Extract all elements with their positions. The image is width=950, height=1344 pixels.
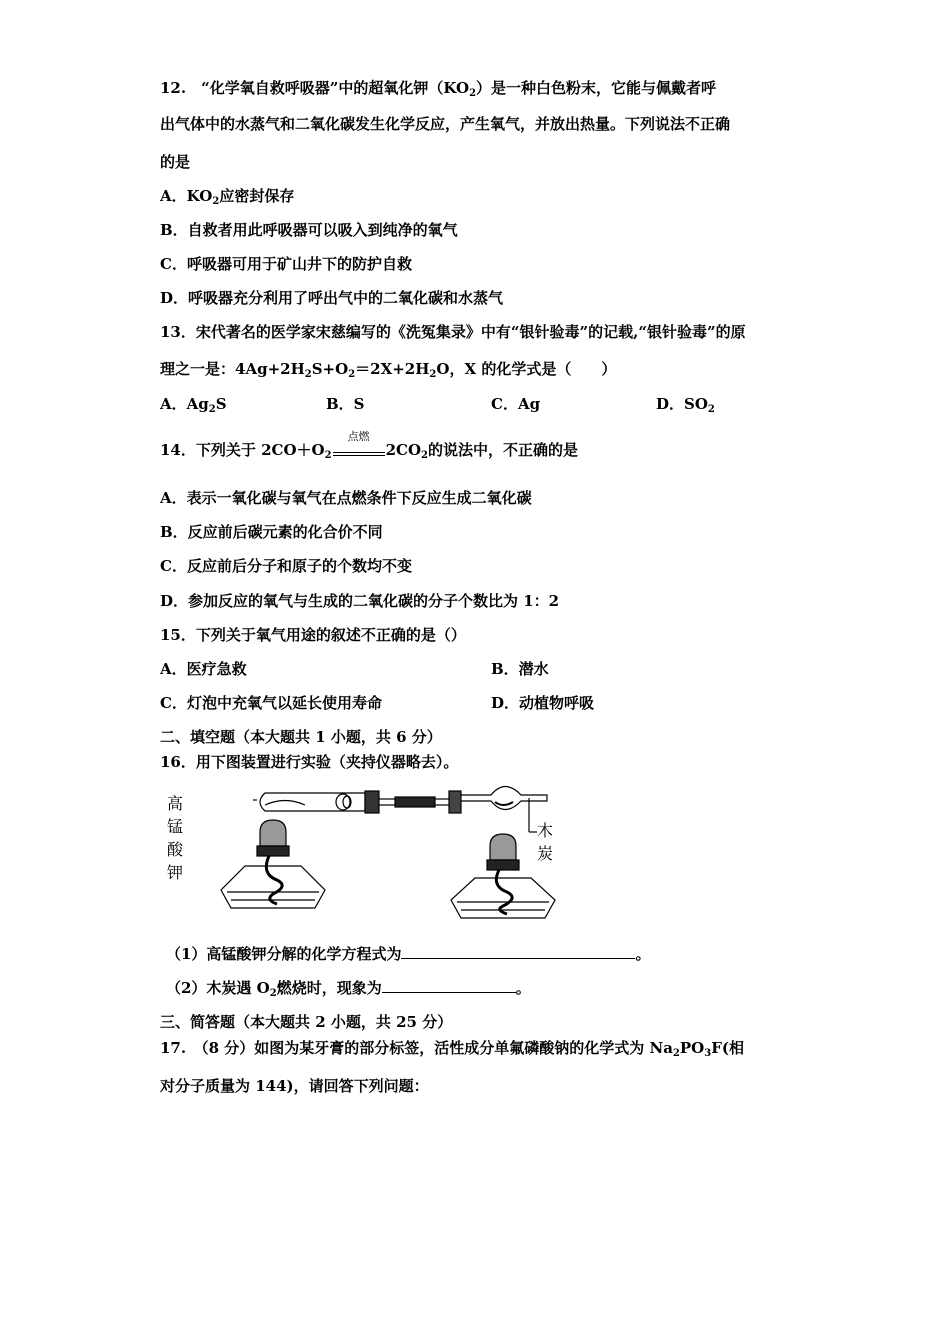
q12-line-3: 的是	[160, 153, 191, 171]
left-lamp-cap	[260, 820, 286, 846]
q14-option-d[interactable]: D．参加反应的氧气与生成的二氧化碳的分子个数比为 1：2	[160, 592, 560, 610]
label-potassium-permanganate: 高锰酸钾	[167, 794, 184, 882]
section-3-heading: 三、简答题（本大题共 2 小题，共 25 分）	[160, 1013, 453, 1031]
q15-stem: 15．下列关于氧气用途的叙述不正确的是（）	[160, 626, 466, 644]
q14-option-c[interactable]: C．反应前后分子和原子的个数均不变	[160, 557, 412, 575]
q12-option-d[interactable]: D．呼吸器充分利用了呼出气中的二氧化碳和水蒸气	[160, 289, 504, 307]
rubber-stopper	[365, 791, 379, 813]
q12-option-a[interactable]: A．$KO_2$应密封保存	[160, 187, 295, 207]
answer-blank-1[interactable]	[401, 944, 635, 959]
q12-line-1: 12. “化学氧自救呼吸器”中的超氧化钾$(KO_2)$是一种白色粉末，它能与佩戴者呼	[160, 79, 717, 99]
q14-stem: 14．下列关于 $2CO+O_2$ 点燃 $2CO_2$的说法中，不正确的是	[160, 430, 579, 461]
rubber-tube	[395, 797, 435, 807]
q15-option-b[interactable]: B．潜水	[491, 660, 549, 678]
label-charcoal: 木炭	[537, 821, 554, 863]
q12-option-c[interactable]: C．呼吸器可用于矿山井下的防护自救	[160, 255, 412, 273]
reaction-arrow-icon: 点燃	[333, 443, 385, 459]
q16-sub-1: （1）高锰酸钾分解的化学方程式为 。	[166, 945, 651, 963]
q13-option-b[interactable]: B．S	[326, 395, 365, 413]
right-lamp-cap	[490, 834, 516, 860]
q13-line-2: 理之一是：$4Ag+2H_2S+O_2=2X+2H_2O$，X 的化学式是（ ）	[160, 360, 617, 380]
q13-option-c[interactable]: C．Ag	[491, 395, 541, 413]
bulb-tube	[461, 787, 547, 810]
q12-option-b[interactable]: B．自救者用此呼吸器可以吸入到纯净的氧气	[160, 221, 458, 239]
q12-line-2: 出气体中的水蒸气和二氧化碳发生化学反应，产生氧气，并放出热量。下列说法不正确	[160, 115, 731, 133]
q17-line-1: 17. （8 分）如图为某牙膏的部分标签，活性成分单氟磷酸钠的化学式为 $Na_2PO_3F$(相	[160, 1039, 744, 1059]
q15-option-c[interactable]: C．灯泡中充氧气以延长使用寿命	[160, 694, 382, 712]
q15-option-d[interactable]: D．动植物呼吸	[491, 694, 595, 712]
q14-option-b[interactable]: B．反应前后碳元素的化合价不同	[160, 523, 383, 541]
q13-option-d[interactable]: D．$SO_2$	[656, 395, 715, 415]
q16-sub-2: （2）木炭遇 $O_2$燃烧时，现象为 。	[166, 979, 531, 999]
q17-line-2: 对分子质量为 144)，请回答下列问题：	[160, 1077, 429, 1095]
q14-option-a[interactable]: A．表示一氧化碳与氧气在点燃条件下反应生成二氧化碳	[160, 489, 532, 507]
answer-blank-2[interactable]	[382, 978, 516, 993]
section-2-heading: 二、填空题（本大题共 1 小题，共 6 分）	[160, 728, 442, 746]
right-stopper	[449, 791, 461, 813]
apparatus-drawing	[165, 782, 565, 922]
q13-line-1: 13．宋代著名的医学家宋慈编写的《洗冤集录》中有“银针验毒”的记载,“银针验毒”的原	[160, 323, 746, 341]
q13-option-a[interactable]: A．$Ag_2S$	[160, 395, 227, 415]
q15-option-a[interactable]: A．医疗急救	[160, 660, 247, 678]
q16-stem: 16．用下图装置进行实验（夹持仪器略去）。	[160, 753, 459, 771]
